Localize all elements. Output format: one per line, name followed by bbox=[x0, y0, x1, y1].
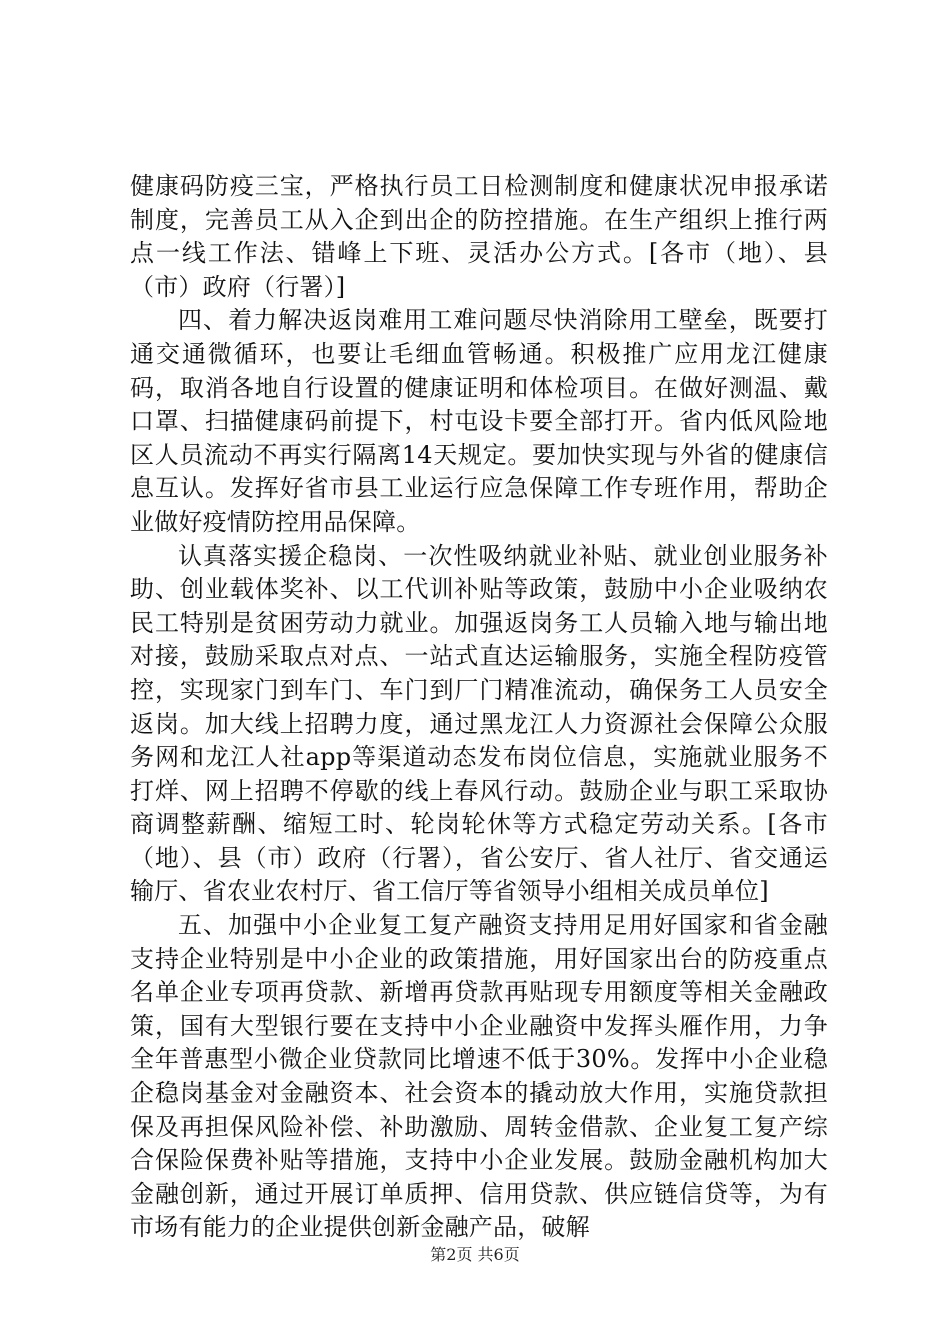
paragraph-section-four: 四、着力解决返岗难用工难问题尽快消除用工壁垒，既要打通交通微循环，也要让毛细血管畅通。积极推广应用龙江健康码，取消各地自行设置的健康证明和体检项目。在做好测温、戴口罩、扫描健康码前提下，村屯设卡要全部打开。省内低风险地区人员流动不再实行隔离14天规定。要加快实现与外省的健康信息互认。发挥好省市县工业运行应急保障工作专班作用，帮助企业做好疫情防控用品保障。 bbox=[130, 306, 828, 536]
page-number-footer: 第2页 共6页 bbox=[430, 1245, 520, 1264]
document-body bbox=[130, 170, 828, 1245]
paragraph-section-five: 五、加强中小企业复工复产融资支持用足用好国家和省金融支持企业特别是中小企业的政策措施，用好国家出台的防疫重点名单企业专项再贷款、新增再贷款再贴现专用额度等相关金融政策，国有大型银行要在支持中小企业融资中发挥头雁作用，力争全年普惠型小微企业贷款同比增速不低于30%。发挥中小企业稳企稳岗基金对金融资本、社会资本的撬动放大作用，实施贷款担保及再担保风险补偿、补助激励、周转金借款、企业复工复产综合保险保费补贴等措施，支持中小企业发展。鼓励金融机构加大金融创新，通过开展订单质押、信用贷款、供应链信贷等，为有市场有能力的企业提供创新金融产品，破解 bbox=[130, 911, 828, 1242]
paragraph-continuation: 健康码防疫三宝，严格执行员工日检测制度和健康状况申报承诺制度，完善员工从入企到出企的防控措施。在生产组织上推行两点一线工作法、错峰上下班、灵活办公方式。[各市（地）、县（市）政府（行署）] bbox=[130, 172, 828, 301]
paragraph-employment-support: 认真落实援企稳岗、一次性吸纳就业补贴、就业创业服务补助、创业载体奖补、以工代训补贴等政策，鼓励中小企业吸纳农民工特别是贫困劳动力就业。加强返岗务工人员输入地与输出地对接，鼓励采取点对点、一站式直达运输服务，实施全程防疫管控，实现家门到车门、车门到厂门精准流动，确保务工人员安全返岗。加大线上招聘力度，通过黑龙江人力资源社会保障公众服务网和龙江人社app等渠道动态发布岗位信息，实施就业服务不打烊、网上招聘不停歇的线上春风行动。鼓励企业与职工采取协商调整薪酬、缩短工时、轮岗轮休等方式稳定劳动关系。[各市（地）、县（市）政府（行署），省公安厅、省人社厅、省交通运输厅、省农业农村厅、省工信厅等省领导小组相关成员单位] bbox=[130, 541, 828, 906]
